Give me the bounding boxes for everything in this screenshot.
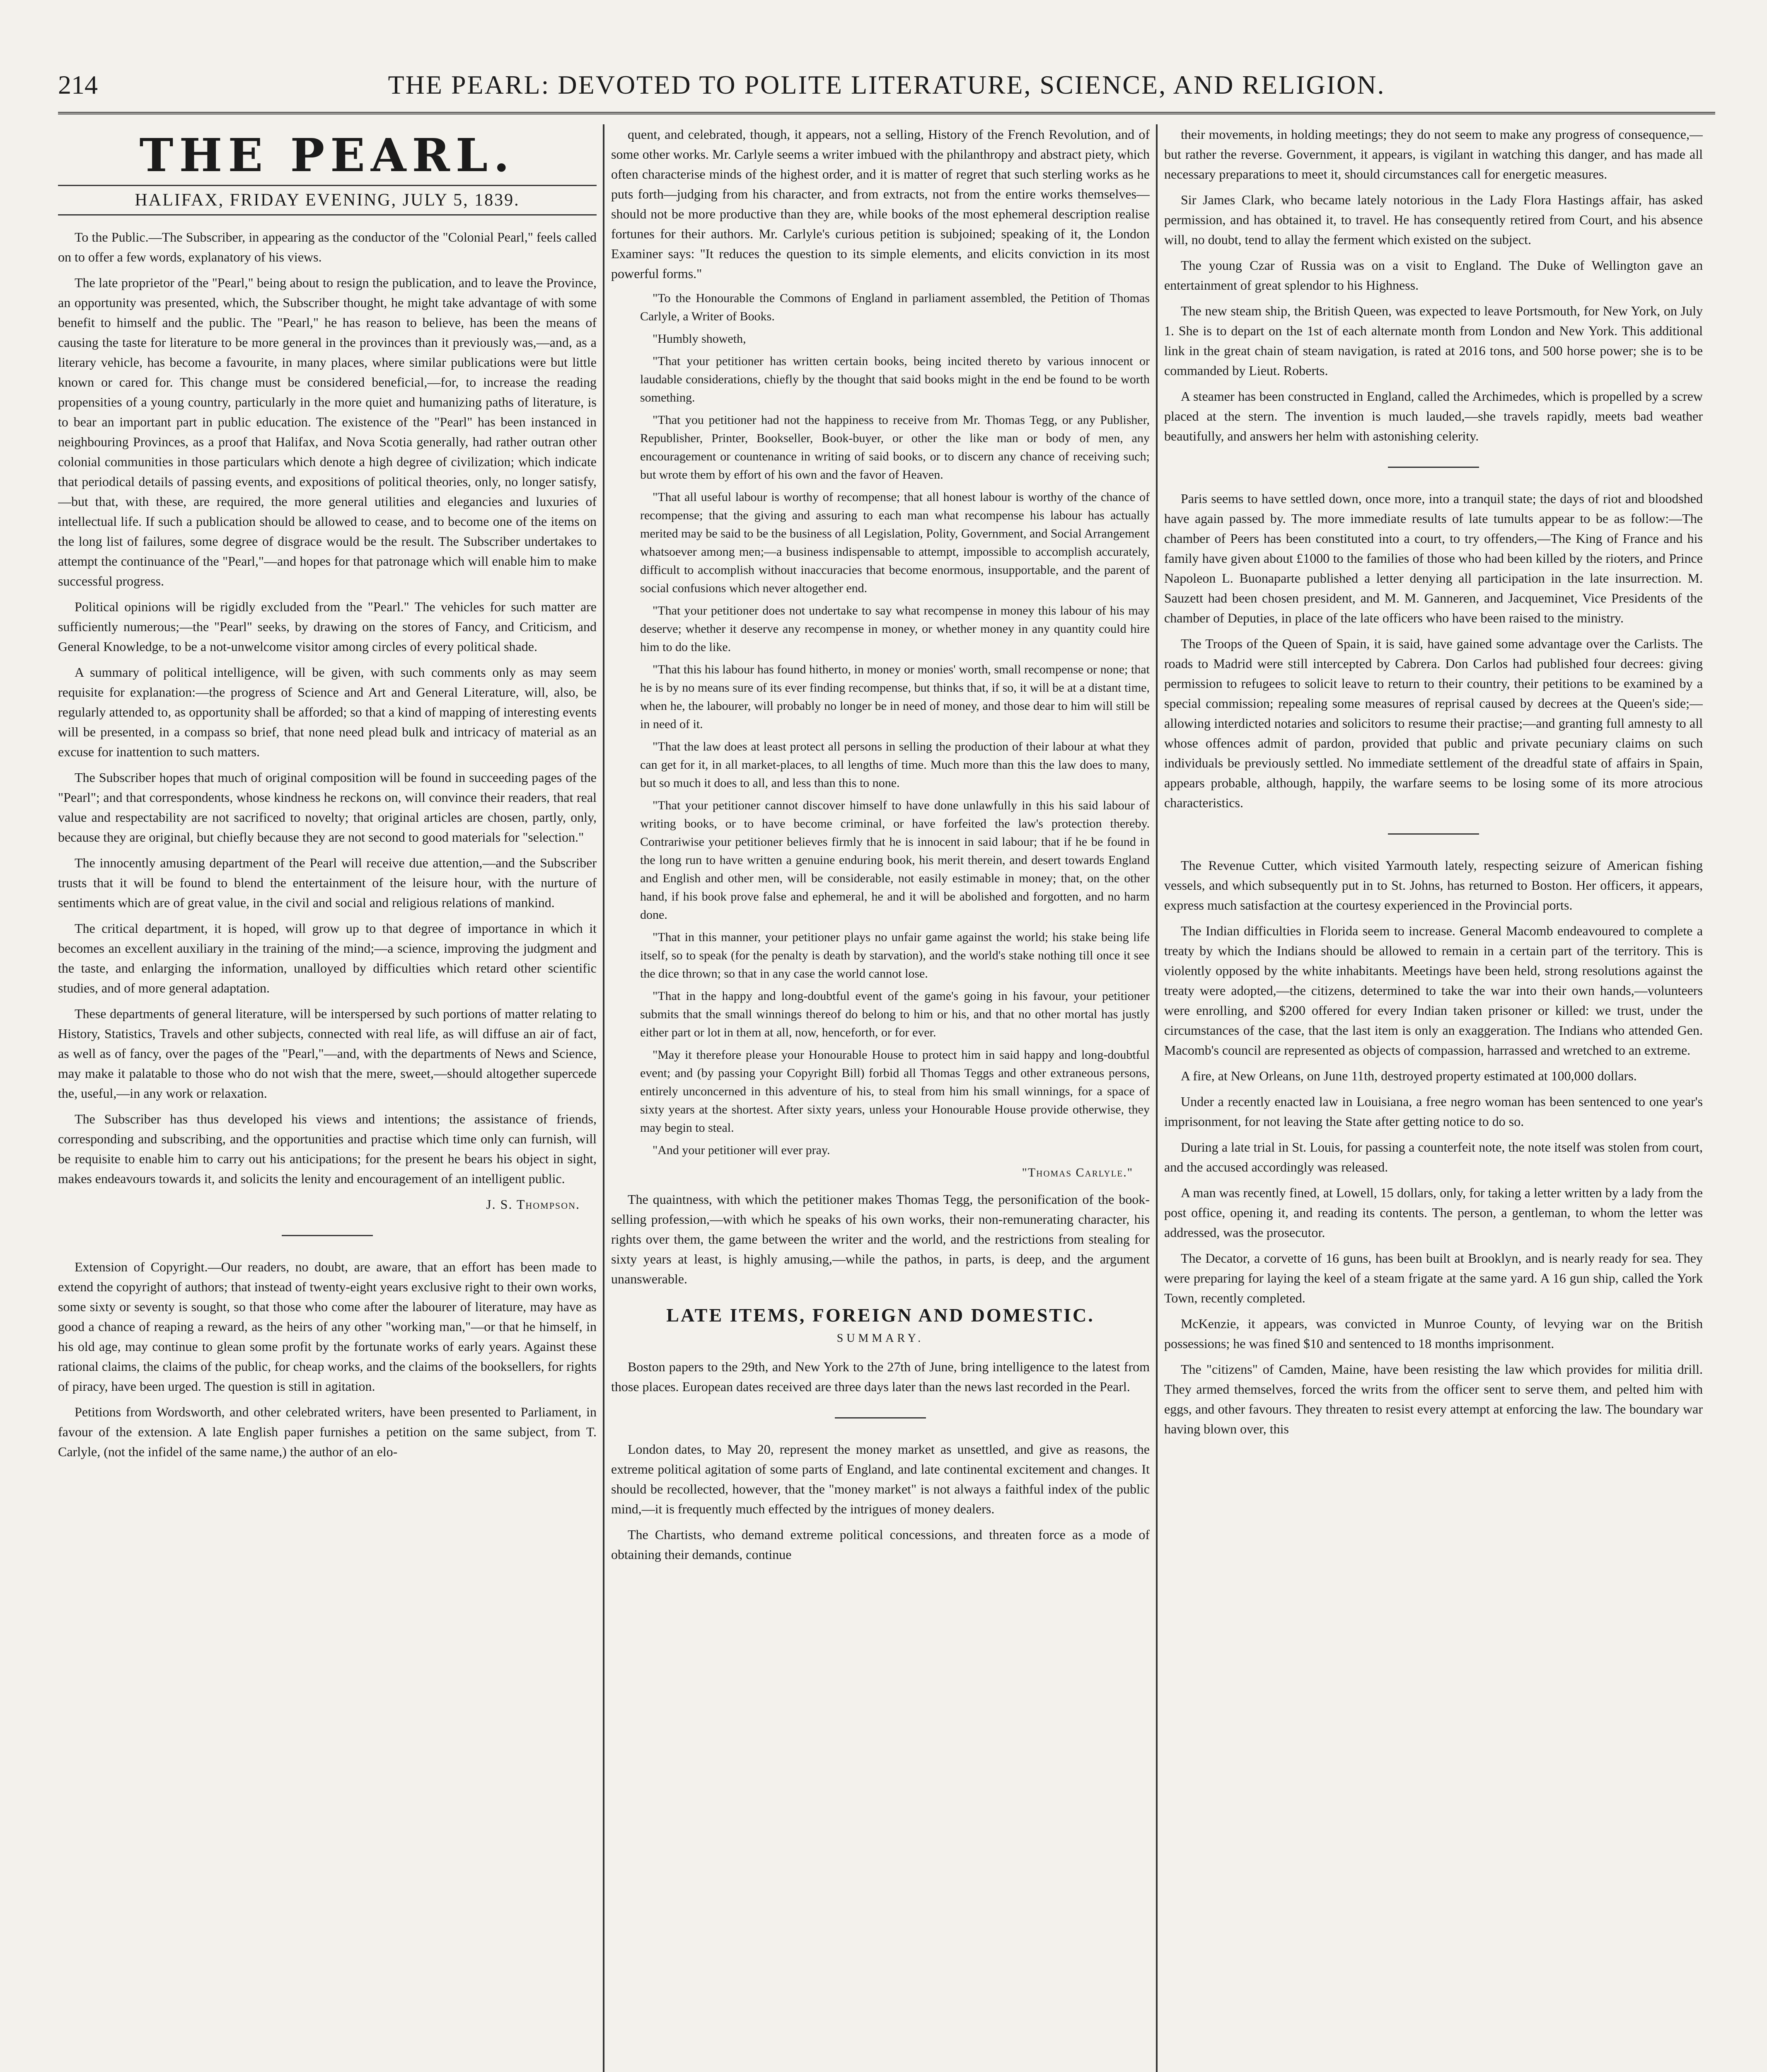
- article-paragraph: The Subscriber has thus developed his views and intentions; the assistance of friends, corresponding and subscribing, and the opportunities and practise which time only can furnish, will be requisite to enable him to carry out his anticipations; for the present he bears his object in sight, makes endeavours towards it, and solicits the lenity and encouragement of an intelligent public.: [58, 1111, 597, 1186]
- article-paragraph: The Decator, a corvette of 16 guns, has been built at Brooklyn, and is nearly ready for sea. They were preparing for laying the keel of a steam frigate at the same yard. A 16 gun ship, called the York Town, recently completed.: [1164, 1251, 1703, 1305]
- article-paragraph: A fire, at New Orleans, on June 11th, destroyed property estimated at 100,000 dollars.: [1181, 1068, 1637, 1083]
- article-paragraph: Under a recently enacted law in Louisiana, a free negro woman has been sentenced to one year's imprisonment, for not leaving the State after getting notice to do so.: [1164, 1094, 1703, 1129]
- petition-signature: "Thomas Carlyle.": [1022, 1166, 1133, 1179]
- article-paragraph: The innocently amusing department of the Pearl will receive due attention,—and the Subscriber trusts that it will be found to blend the entertainment of the leisure hour, with the nurture of sentiments which are of great value, in the civil and social and religious relations of mankind.: [58, 855, 597, 910]
- petition-paragraph: "That this his labour has found hitherto, in money or monies' worth, small recompense or none; that he is by no means sure of its ever finding recompense, but thinks that, if so, it will be at a distant time, when he, the labourer, will probably no longer be in need of money, and those dear to him will still be in need of it.: [640, 663, 1150, 731]
- article-paragraph: The Indian difficulties in Florida seem to increase. General Macomb endeavoured to complete a treaty by which the Indians should be allowed to remain in a certain part of the territory. This is violently opposed by the white inhabitants. Meetings have been held, strong resolutions against the treaty were adopted,—the citizens, determined to take the war into their own hands,—volunteers were enrolling, and $200 offered for every Indian taken prisoner or killed: we trust, under the circumstances of the case, that the last item is only an exaggeration. The Indians who attended Gen. Macomb's council are represented as objects of compassion, harrassed and wretched to an extreme.: [1164, 923, 1703, 1058]
- petition-paragraph: "May it therefore please your Honourable House to protect him in said happy and long-doubtful event; and (by passing your Copyright Bill) forbid all Thomas Teggs and other extraneous persons, entirely unconcerned in this adventure of his, to steal from him his small winnings, for a space of sixty years at the shortest. After sixty years, unless your Honourable House provide otherwise, they may begin to steal.: [640, 1048, 1150, 1135]
- article-paragraph: The Revenue Cutter, which visited Yarmouth lately, respecting seizure of American fishing vessels, and which subsequently put in to St. Johns, has returned to Boston. Her officers, it appears, express much satisfaction at the courtesy experienced in the Provincial ports.: [1164, 858, 1703, 913]
- article-paragraph: Extension of Copyright.—Our readers, no doubt, are aware, that an effort has been made to extend the copyright of authors; that instead of twenty-eight years exclusive right to their own works, some sixty or seventy is sought, so that those who come after the labourer of literature, may have as good a chance of reaping a reward, as the heirs of any other "working man,"—or that he himself, in his old age, may continue to glean some profit by the fortunate works of early years. Against these rational claims, the claims of the public, for cheap works, and the claims of the booksellers, for rights of piracy, have been urged. The question is still in agitation.: [58, 1259, 597, 1394]
- section-title: LATE ITEMS, FOREIGN AND DOMESTIC.: [666, 1305, 1095, 1326]
- article-paragraph: Boston papers to the 29th, and New York to the 27th of June, bring intelligence to the latest from those places. European dates received are three days later than the news last recorded in the Pearl.: [611, 1359, 1150, 1394]
- article-paragraph: The quaintness, with which the petitioner makes Thomas Tegg, the personification of the book-selling profession,—with which he speaks of his own works, their non-remunerating character, his rights over them, the game between the writer and the world, and the restrictions from stealing for sixty years at least, is highly amusing,—while the pathos, in parts, is deep, and the argument unanswerable.: [611, 1192, 1150, 1286]
- article-paragraph: The Subscriber hopes that much of original composition will be found in succeeding pages of the "Pearl"; and that correspondents, whose kindness he reckons on, will convince their readers, that real value and respectability are not sacrificed to novelty; that original articles are chosen, partly, only, because they are original, but chiefly because they are not second to good materials for "selection.": [58, 770, 597, 845]
- article-paragraph: To the Public.—The Subscriber, in appearing as the conductor of the "Colonial Pearl," feels called on to offer a few words, explanatory of his views.: [58, 230, 597, 264]
- article-paragraph: Paris seems to have settled down, once more, into a tranquil state; the days of riot and bloodshed have again passed by. The more immediate results of late tumults appear to be as follow:—The chamber of Peers has been constituted into a court, to try offenders,—The King of France and his family have given about £1000 to the families of those who had been killed by the rioters, and Prince Napoleon L. Buonaparte published a letter denying all participation in the late insurrection. M. Sauzett had been chosen president, and M. M. Ganneren, and Jacqueminet, Vice Presidents of the chamber of Deputies, in place of the late officers who have been raised to the ministry.: [1164, 491, 1703, 625]
- petition-paragraph: "And your petitioner will ever pray.: [653, 1143, 830, 1157]
- dateline: HALIFAX, FRIDAY EVENING, JULY 5, 1839.: [58, 185, 597, 215]
- article-paragraph: During a late trial in St. Louis, for passing a counterfeit note, the note itself was stolen from court, and the accused accordingly was released.: [1164, 1140, 1703, 1174]
- running-title: THE PEARL: DEVOTED TO POLITE LITERATURE, SCIENCE, AND RELIGION.: [388, 70, 1385, 99]
- article-paragraph: McKenzie, it appears, was convicted in Munroe County, of levying war on the British possessions; he was fined $10 and sentenced to 18 months imprisonment.: [1164, 1316, 1703, 1351]
- petition-paragraph: "That the law does at least protect all persons in selling the production of their labour at what they can get for it, in all market-places, to all lengths of time. Much more than this the law does to many, but so much it does to all, and less than this to none.: [640, 740, 1150, 790]
- petition-paragraph: "That all useful labour is worthy of recompense; that all honest labour is worthy of the chance of recompense; that the giving and assuring to each man what recompense his labour has actually merited may be said to be the business of all Legislation, Polity, Government, and Social Arrangement whatsoever among men;—a business indispensable to attempt, impossible to accomplish accurately, difficult to accomplish without inaccuracies that become enormous, insupportable, and the parent of social confusions which never altogether end.: [640, 490, 1150, 595]
- section-subtitle: SUMMARY.: [836, 1332, 924, 1345]
- article-paragraph: London dates, to May 20, represent the money market as unsettled, and give as reasons, the extreme political agitation of some parts of England, and late continental excitement and changes. It should be recollected, however, that the "money market" is not always a faithful index of the public mind,—it is frequently much effected by the intrigues of money dealers.: [611, 1442, 1150, 1516]
- petition-paragraph: "To the Honourable the Commons of England in parliament assembled, the Petition of Thomas Carlyle, a Writer of Books.: [640, 291, 1150, 323]
- section-divider: [1388, 467, 1479, 468]
- petition-paragraph: "That you petitioner had not the happiness to receive from Mr. Thomas Tegg, or any Publisher, Republisher, Printer, Bookseller, Book-buyer, or other the like man or body of men, any encouragement or countenance in writing of said books, or to discern any chance of receiving such; but wrote them by effort of his own and the favor of Heaven.: [640, 413, 1150, 482]
- editor-signature: J. S. Thompson.: [486, 1197, 580, 1212]
- article-paragraph: A man was recently fined, at Lowell, 15 dollars, only, for taking a letter written by a lady from the post office, opening it, and reading its contents. The person, a gentleman, to whom the letter was addressed, was the prosecutor.: [1164, 1185, 1703, 1240]
- column-rule-right: [1156, 124, 1158, 2072]
- page-header: [58, 66, 1715, 114]
- column-right: [1164, 124, 1703, 2072]
- article-paragraph: These departments of general literature, will be interspersed by such portions of matter relating to History, Statistics, Travels and other subjects, connected with real life, as will diffuse an air of fact, as well as of fancy, over the pages of the "Pearl,"—and, with the departments of News and Science, may make it palatable to those who do not wish that the mere, sweet,—should altogether supercede the, useful,—in any work or relaxation.: [58, 1006, 597, 1101]
- petition-paragraph: "That in this manner, your petitioner plays no unfair game against the world; his stake being life itself, so to speak (for the penalty is death by starvation), and the world's stake nothing till once it see the dice thrown; so that in any case the world cannot lose.: [640, 930, 1150, 980]
- article-paragraph: The Troops of the Queen of Spain, it is said, have gained some advantage over the Carlists. The roads to Madrid were still intercepted by Cabrera. Don Carlos had published four decrees: giving permission to refugees to solicit leave to return to their country, their petitions to be examined by a special commission; repealing some measures of reprisal caused by decrees at the Queen's side;—allowing interdicted notaries and solicitors to resume their practise;—and granting full amnesty to all whose offences admit of pardon, provided that public and private pecuniary claims on such individuals be previously settled. No immediate settlement of the dreadful state of affairs in Spain, appears probable, although, happily, the warfare seems to be losing some of its more atrocious characteristics.: [1164, 636, 1703, 810]
- article-paragraph: their movements, in holding meetings; they do not seem to make any progress of consequence,—but rather the reverse. Government, it appears, is vigilant in watching this danger, and has made all necessary preparations to meet it, should circumstances call for energetic measures.: [1164, 127, 1703, 182]
- column-middle: [611, 124, 1150, 2072]
- article-paragraph: A summary of political intelligence, will be given, with such comments only as may seem requisite for explanation:—the progress of Science and Art and General Literature, will, also, be regularly attended to, as opportunity shall be afforded; so that a kind of mapping of interesting events will be presented, in a compass so brief, that none need plead bulk and intricacy of material as an excuse for inattention to such matters.: [58, 665, 597, 759]
- article-paragraph: The Chartists, who demand extreme political concessions, and threaten force as a mode of obtaining their demands, continue: [611, 1527, 1150, 1562]
- article-paragraph: The "citizens" of Camden, Maine, have been resisting the law which provides for militia drill. They armed themselves, forced the writs from the officer sent to serve them, and pelted him with eggs, and other favours. They threaten to resist every attempt at enforcing the law. The boundary war having blown over, this: [1164, 1362, 1703, 1436]
- petition-paragraph: "That your petitioner does not undertake to say what recompense in money this labour of his may deserve; whether it deserve any recompense in money, or whether money in any quantity could hire him to do the like.: [640, 604, 1150, 654]
- article-paragraph: Petitions from Wordsworth, and other celebrated writers, have been presented to Parliament, in favour of the extension. A late English paper furnishes a petition on the same subject, from T. Carlyle, (not the infidel of the same name,) the author of an elo-: [58, 1404, 597, 1459]
- article-paragraph: A steamer has been constructed in England, called the Archimedes, which is propelled by a screw placed at the stern. The invention is much lauded,—she travels rapidly, meets bad weather beautifully, and answers her helm with astonishing celerity.: [1164, 389, 1703, 443]
- article-paragraph: The young Czar of Russia was on a visit to England. The Duke of Wellington gave an entertainment of great splendor to his Highness.: [1164, 258, 1703, 293]
- article-paragraph: The late proprietor of the "Pearl," being about to resign the publication, and to leave the Province, an opportunity was presented, which, the Subscriber thought, he might take advantage of with some benefit to himself and the public. The "Pearl," he has reason to believe, has been the means of causing the taste for literature to be more general in the provinces than it previously was,—and, as a literary vehicle, has become a favourite, in many places, where similar publications were but little known or cared for. This change must be considered beneficial,—for, to increase the reading propensities of a young country, particularly in the more quiet and humanizing paths of literature, is to bear an important part in public education. The existence of the "Pearl" has been instanced in neighbouring Provinces, as a proof that Halifax, and Nova Scotia generally, had rather outran other colonial communities in those particulars which denote a high degree of civilization; which indicate that periodical details of passing events, and expositions of political theories, only, no longer satisfy,—but that, with these, are required, the more general utilities and elegancies and luxuries of intellectual life. If such a publication should be allowed to cease, and to become one of the items on the long list of failures, some degree of disgrace would be the result. The Subscriber undertakes to attempt the continuance of the "Pearl,"—and hopes for that patronage which will enable him to make successful progress.: [58, 275, 597, 588]
- section-divider: [835, 1417, 926, 1418]
- column-left: [58, 124, 597, 2072]
- petition-paragraph: "That your petitioner cannot discover himself to have done unlawfully in this his said labour of writing books, or to have become criminal, or have forfeited the law's protection thereby. Contrariwise your petitioner believes firmly that he is innocent in said labour; that if he be found in the long run to have written a genuine enduring book, his merit therein, and desert towards England and English and other men, will be considerable, not easily estimable in money; that, on the other hand, if his book prove false and ephemeral, he and it will be abolished and forgotten, and no harm done.: [640, 799, 1150, 922]
- article-paragraph: The new steam ship, the British Queen, was expected to leave Portsmouth, for New York, on July 1. She is to depart on the 1st of each alternate month from London and New York. This additional link in the great chain of steam navigation, is rated at 2016 tons, and 500 horse power; she is to be commanded by Lieut. Roberts.: [1164, 303, 1703, 378]
- section-divider: [1388, 833, 1479, 835]
- column-rule-left: [603, 124, 604, 2072]
- masthead-title: THE PEARL.: [139, 128, 515, 182]
- page-number: 214: [58, 70, 98, 99]
- article-paragraph: Political opinions will be rigidly excluded from the "Pearl." The vehicles for such matter are sufficiently numerous;—the "Pearl" seeks, by drawing on the stores of Fancy, and Criticism, and General Knowledge, to be a not-unwelcome visitor among circles of every political shade.: [58, 599, 597, 654]
- article-paragraph: Sir James Clark, who became lately notorious in the Lady Flora Hastings affair, has asked permission, and has obtained it, to travel. He has consequently retired from Court, and his absence will, no doubt, tend to allay the ferment which existed on the subject.: [1164, 192, 1703, 247]
- petition-paragraph: "Humbly showeth,: [653, 332, 746, 346]
- article-paragraph: The critical department, it is hoped, will grow up to that degree of importance in which it becomes an excellent auxiliary in the training of the mind;—a science, improving the judgment and the taste, and enlarging the information, unalloyed by difficulties which retard other scientific studies, and of more general adaptation.: [58, 921, 597, 995]
- carlyle-petition: [611, 289, 1150, 1182]
- article-paragraph: quent, and celebrated, though, it appears, not a selling, History of the French Revolution, and of some other works. Mr. Carlyle seems a writer imbued with the philanthropy and abstract piety, which often characterise minds of the highest order, and it is matter of regret that such sterling works as he puts forth—judging from his character, and from extracts, not from the entire works themselves—should not be more productive than they are, while books of the most ephemeral description realise fortunes for their authors. Mr. Carlyle's curious petition is subjoined; speaking of it, the London Examiner says: "It reduces the question to its simple elements, and elicits conviction in its most powerful forms.": [611, 127, 1150, 281]
- section-divider: [282, 1235, 373, 1236]
- petition-paragraph: "That your petitioner has written certain books, being incited thereto by various innocent or laudable considerations, chiefly by the thought that said books might in the end be found to be worth something.: [640, 354, 1150, 404]
- petition-paragraph: "That in the happy and long-doubtful event of the game's going in his favour, your petitioner submits that the small winnings thereof do belong to him or his, and that no other mortal has justly either part or lot in them at all, now, henceforth, or for ever.: [640, 989, 1150, 1039]
